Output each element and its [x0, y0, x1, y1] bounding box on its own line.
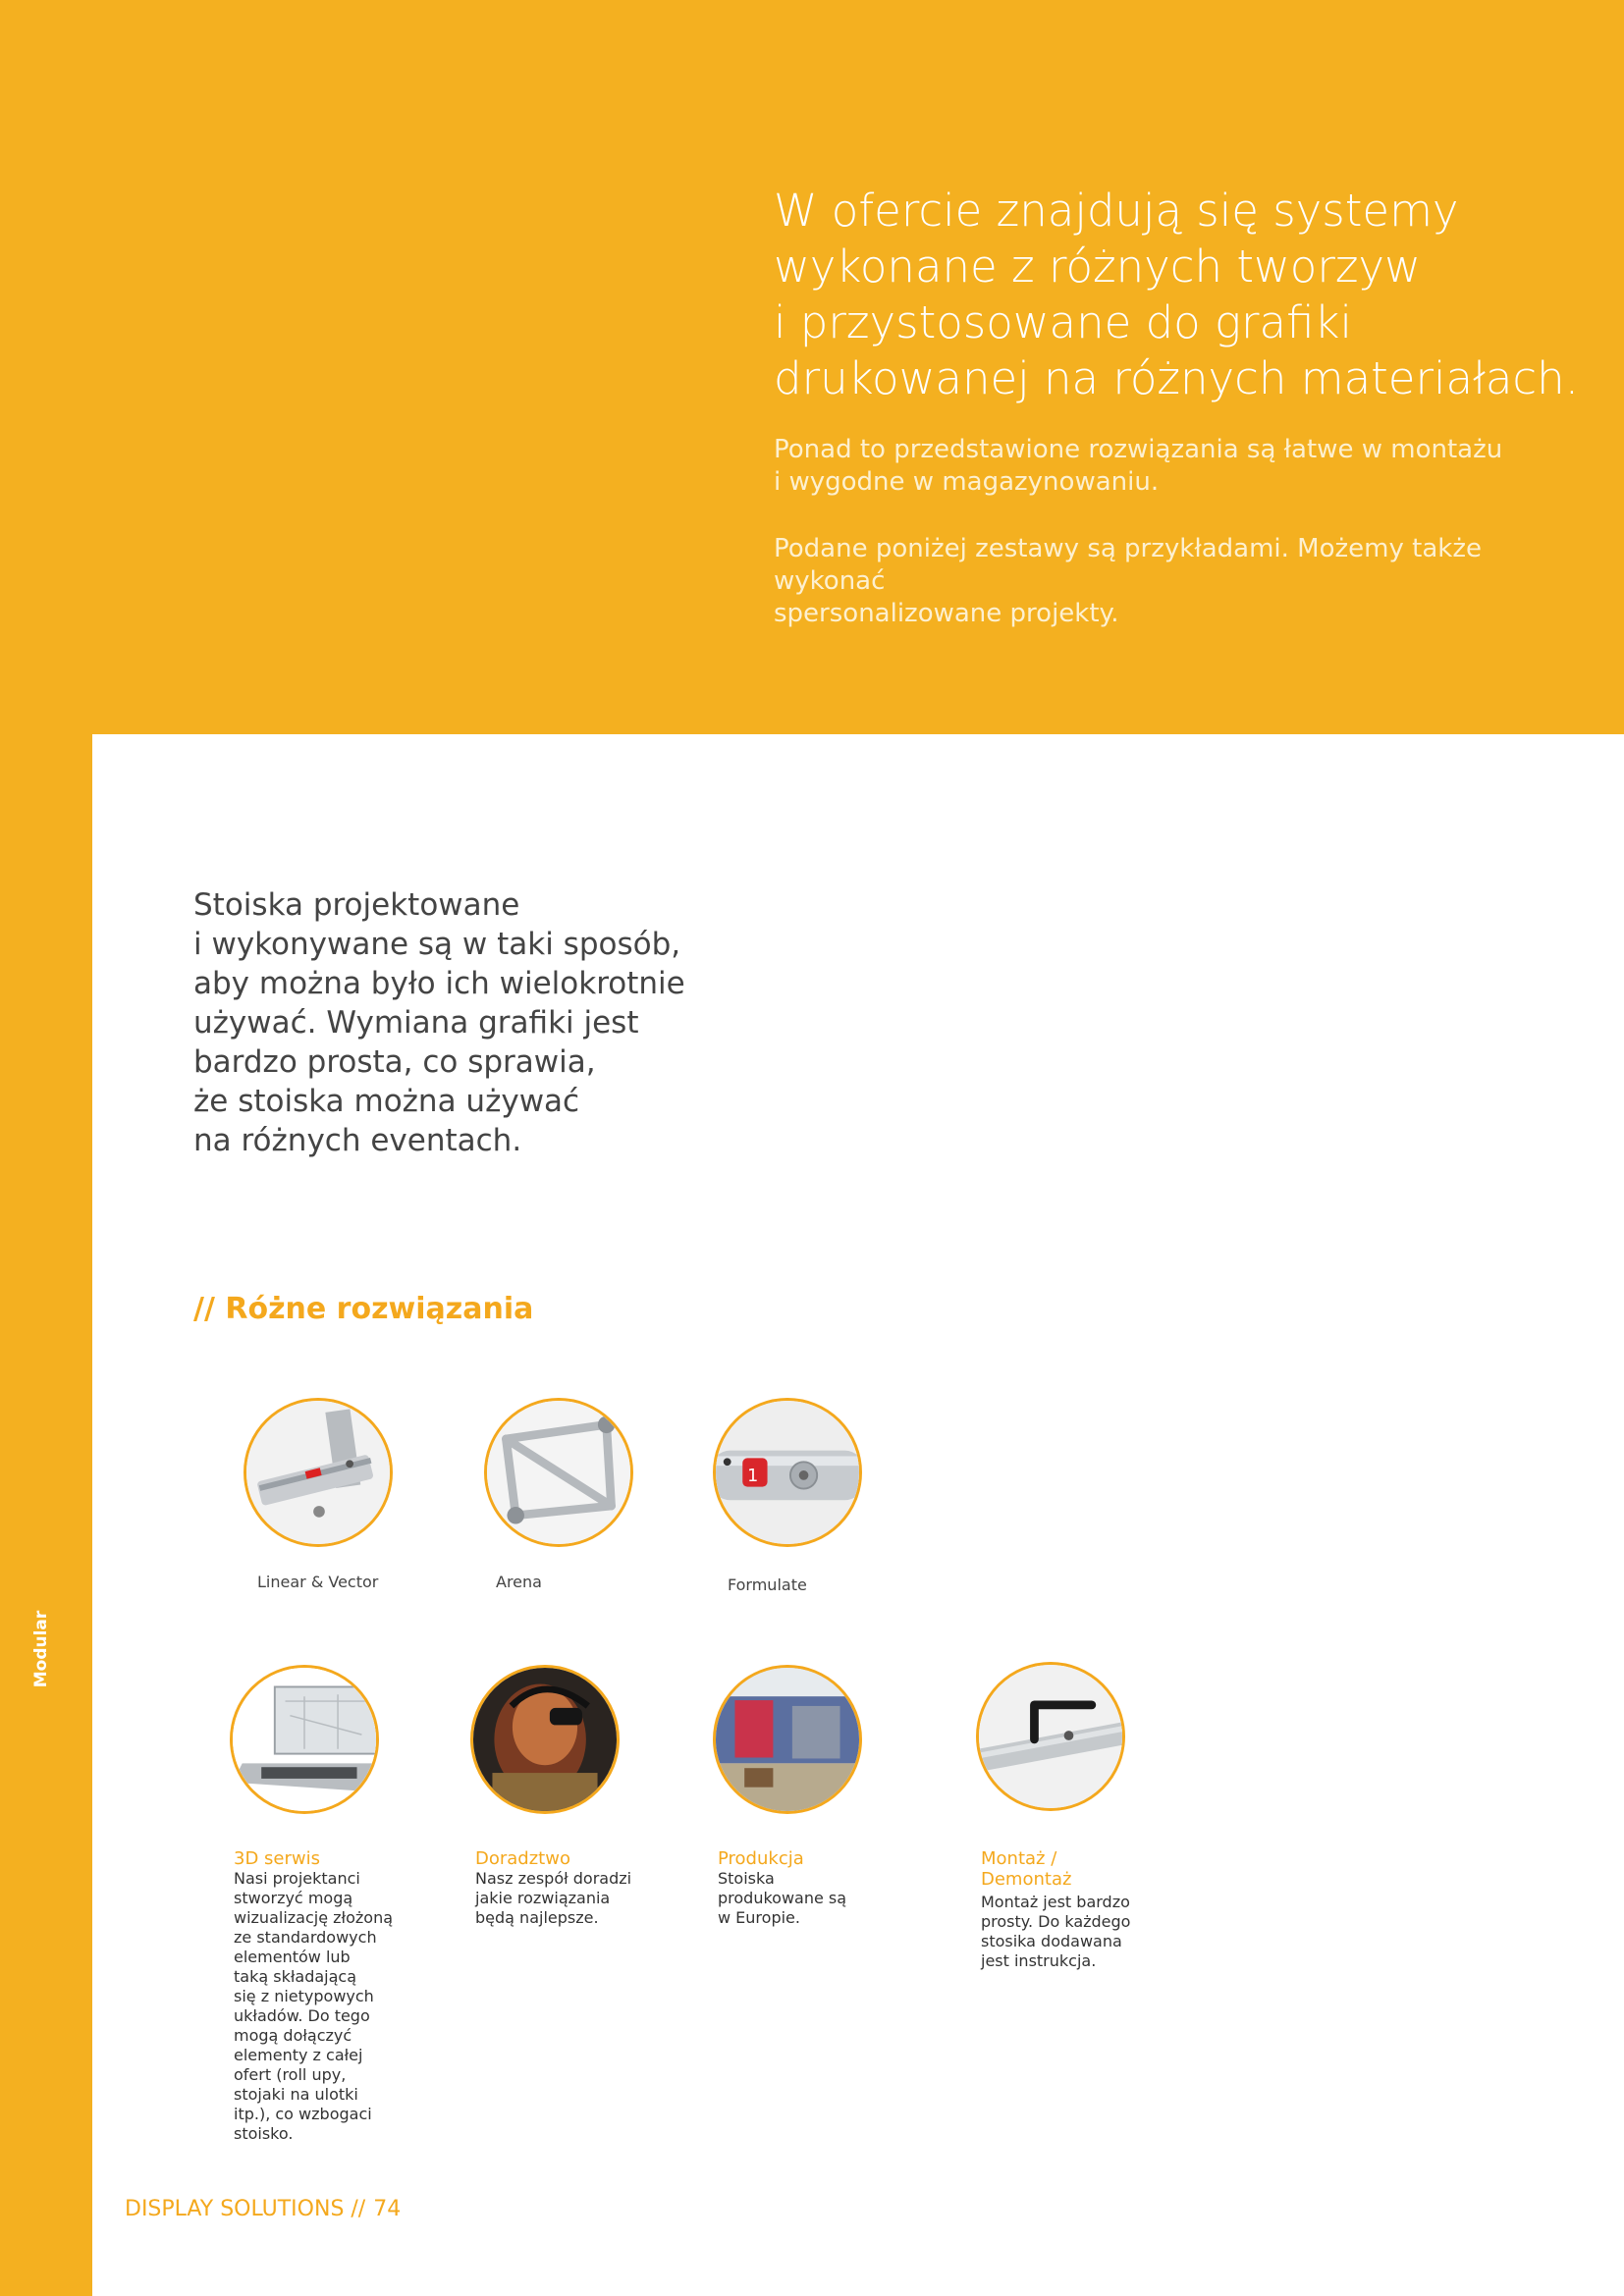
service-title-assembly: Montaż / Demontaż: [981, 1848, 1072, 1890]
tube-connector-icon: [713, 1398, 862, 1547]
service-desc-assembly: Montaż jest bardzo prosty. Do każdego stosika dodawana jest instrukcja.: [981, 1893, 1131, 1970]
footer-label: DISPLAY SOLUTIONS //: [125, 2197, 366, 2221]
hero-paragraph-assembly: Ponad to przedstawione rozwiązania są łatwe w montażu i wygodne w magazynowaniu.: [774, 435, 1503, 497]
page-number: 74: [373, 2197, 402, 2221]
page-footer: [125, 2197, 401, 2221]
system-label: Arena: [496, 1573, 542, 1591]
service-desc-3d: Nasi projektanci stworzyć mogą wizualizację złożoną ze standardowych elementów lub taką składającą się z nietypowych układów. Do tego mogą dołączyć elementy z całej ofert (roll upy, stojaki na ulotki itp.), co wzbogaci stoisko.: [234, 1869, 394, 2143]
side-label-text: Modular: [31, 1610, 51, 1688]
hero-title: W ofercie znajdują się systemy wykonane z różnych tworzyw i przystosowane do grafiki drukowanej na różnych materiałach.: [774, 185, 1579, 404]
side-accent-band: [0, 0, 92, 2296]
service-title-advisory: Doradztwo: [475, 1848, 570, 1869]
aluminium-profile-icon: [244, 1398, 393, 1547]
consultant-icon: [470, 1665, 620, 1814]
truss-frame-icon: [484, 1398, 633, 1547]
intro-paragraph: Stoiska projektowane i wykonywane są w taki sposób, aby można było ich wielokrotnie używać. Wymiana grafiki jest bardzo prosta, co sprawia, że stoiska można używać na różnych eventach.: [193, 887, 685, 1158]
system-label: Formulate: [728, 1575, 807, 1594]
factory-icon: [713, 1665, 862, 1814]
svg-text:1: 1: [747, 1466, 759, 1486]
service-desc-production: Stoiska produkowane są w Europie.: [718, 1869, 847, 1927]
laptop-icon: [230, 1665, 379, 1814]
hero-paragraph-custom: Podane poniżej zestawy są przykładami. Możemy także wykonać spersonalizowane projekty.: [774, 534, 1482, 628]
service-desc-advisory: Nasz zespół doradzi jakie rozwiązania będą najlepsze.: [475, 1869, 632, 1927]
system-label: Linear & Vector: [257, 1573, 379, 1591]
service-title-production: Produkcja: [718, 1848, 804, 1869]
allen-key-icon: [976, 1662, 1125, 1811]
section-heading: // Różne rozwiązania: [193, 1292, 534, 1326]
service-title-3d: 3D serwis: [234, 1848, 320, 1869]
side-section-label: [22, 1600, 61, 1698]
